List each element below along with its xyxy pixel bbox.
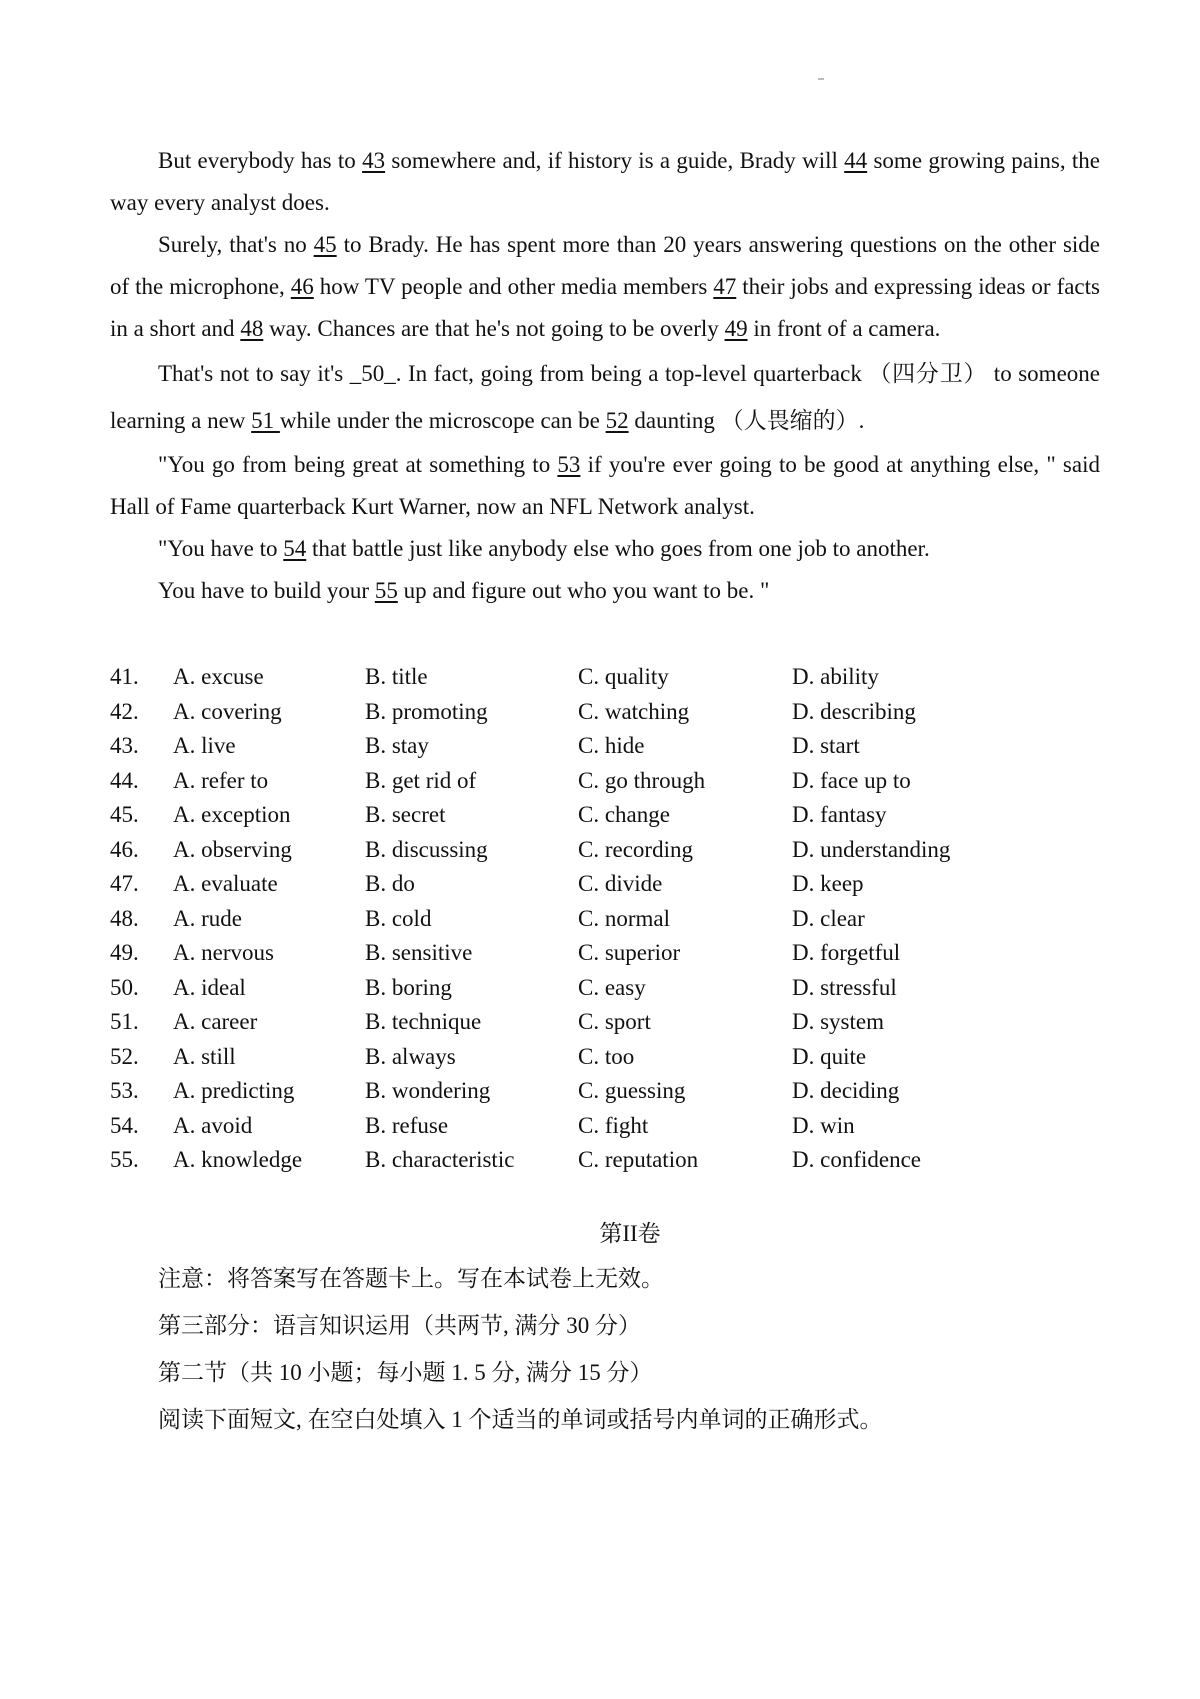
option-c: C. too (578, 1043, 635, 1069)
option-d: D. clear (792, 905, 865, 931)
option-a: A. ideal (173, 974, 246, 1000)
question-number: 53. (110, 1078, 139, 1103)
option-b: B. sensitive (365, 940, 473, 965)
option-c: C. reputation (578, 1147, 699, 1172)
scan-mark (818, 78, 824, 80)
option-c: C. hide (578, 733, 645, 758)
question-number: 49. (110, 940, 139, 965)
cloze-passage (110, 140, 1100, 612)
option-c: C. superior (578, 940, 681, 965)
blank-45: 45 (313, 232, 337, 257)
option-row (110, 1143, 1100, 1178)
blank-55: 55 (374, 578, 398, 603)
option-b: B. always (365, 1043, 456, 1069)
passage-text: way. Chances are that he's not going to be overly (263, 316, 725, 341)
passage-text: up and figure out who you want to be. " (397, 578, 770, 603)
option-b: B. boring (365, 974, 452, 1000)
option-a: A. observing (173, 836, 292, 862)
option-row (110, 902, 1100, 937)
option-c: C. change (578, 802, 670, 827)
question-number: 41. (110, 664, 139, 689)
passage-text: how TV people and other media members (313, 274, 714, 299)
blank-47: 47 (713, 274, 737, 299)
blank-44: 44 (844, 148, 868, 173)
option-b: B. wondering (365, 1078, 491, 1103)
option-row (110, 695, 1100, 730)
option-row (110, 729, 1100, 764)
option-a: A. knowledge (173, 1147, 303, 1172)
option-row (110, 1109, 1100, 1144)
passage-text: "You have to (158, 536, 284, 561)
question-number: 46. (110, 836, 139, 862)
option-a: A. avoid (173, 1112, 253, 1138)
option-b: B. technique (365, 1009, 482, 1034)
option-b: B. title (365, 664, 428, 689)
option-d: D. keep (792, 871, 864, 896)
blank-49: 49 (724, 316, 748, 341)
question-number: 51. (110, 1009, 139, 1034)
option-b: B. refuse (365, 1112, 449, 1138)
option-c: C. recording (578, 836, 693, 862)
option-b: B. promoting (365, 698, 488, 724)
passage-text: while under the microscope can be (279, 408, 606, 433)
option-b: B. secret (365, 802, 446, 827)
blank-53: 53 (557, 452, 581, 477)
option-b: B. characteristic (365, 1147, 515, 1172)
part-heading: 第三部分：语言知识运用（共两节, 满分 30 分） (158, 1313, 641, 1338)
option-a: A. exception (173, 802, 291, 827)
option-b: B. stay (365, 733, 429, 758)
blank-52: 52 (605, 408, 629, 433)
question-number: 48. (110, 905, 139, 931)
blank-54: 54 (283, 536, 307, 561)
option-b: B. discussing (365, 836, 488, 862)
question-number: 44. (110, 767, 139, 793)
option-b: B. cold (365, 905, 432, 931)
question-number: 45. (110, 802, 139, 827)
option-d: D. system (792, 1009, 884, 1034)
question-number: 52. (110, 1043, 139, 1069)
question-number: 54. (110, 1112, 139, 1138)
option-c: C. sport (578, 1009, 651, 1034)
section-notes (158, 1262, 1098, 1450)
passage-paragraph-5 (110, 528, 1100, 570)
answer-options (110, 660, 1100, 1178)
option-a: A. nervous (173, 940, 274, 965)
option-b: B. do (365, 871, 415, 896)
option-d: D. quite (792, 1043, 867, 1069)
option-d: D. forgetful (792, 940, 901, 965)
option-c: C. watching (578, 698, 690, 724)
option-a: A. excuse (173, 664, 264, 689)
option-c: C. quality (578, 664, 669, 689)
blank-51: 51 (251, 408, 280, 433)
option-row (110, 971, 1100, 1006)
blank-43: 43 (362, 148, 386, 173)
question-number: 42. (110, 698, 139, 724)
option-row (110, 1040, 1100, 1075)
option-a: A. covering (173, 698, 282, 724)
option-d: D. stressful (792, 974, 897, 1000)
subsection-heading: 第二节（共 10 小题；每小题 1. 5 分, 满分 15 分） (158, 1360, 653, 1385)
option-d: D. describing (792, 698, 916, 724)
option-d: D. understanding (792, 836, 951, 862)
option-c: C. guessing (578, 1078, 686, 1103)
passage-paragraph-2 (110, 224, 1100, 350)
option-d: D. win (792, 1112, 855, 1138)
option-row (110, 764, 1100, 799)
passage-text: That's not to say it's _50_. In fact, going from being a top-level quarterback （四分卫） to someone learning a new (110, 361, 1100, 433)
option-a: A. rude (173, 905, 242, 931)
passage-text: You have to build your (158, 578, 375, 603)
option-a: A. live (173, 733, 236, 758)
option-row (110, 660, 1100, 695)
passage-text: their jobs and expressing ideas or facts in a short and (110, 274, 1100, 341)
option-c: C. go through (578, 767, 706, 793)
option-c: C. divide (578, 871, 663, 896)
option-row (110, 1005, 1100, 1040)
option-c: C. fight (578, 1112, 649, 1138)
section-title: 第II卷 (599, 1221, 661, 1246)
passage-paragraph-4 (110, 444, 1100, 528)
passage-text: to Brady. He has spent more than 20 years answering questions on the other side of the microphone, (110, 232, 1101, 299)
question-number: 43. (110, 733, 139, 758)
option-row (110, 936, 1100, 971)
passage-text: if you're ever going to be good at anything else, " said Hall of Fame quarterback Kurt Warner, now an NFL Network analyst. (110, 452, 1100, 519)
passage-text: that battle just like anybody else who goes from one job to another. (306, 536, 930, 561)
passage-paragraph-1 (110, 140, 1100, 224)
option-d: D. deciding (792, 1078, 900, 1103)
option-b: B. get rid of (365, 767, 477, 793)
passage-text: "You go from being great at something to (158, 452, 558, 477)
option-row (110, 798, 1100, 833)
blank-48: 48 (240, 316, 264, 341)
option-row (110, 1074, 1100, 1109)
instruction-line: 阅读下面短文, 在空白处填入 1 个适当的单词或括号内单词的正确形式。 (158, 1407, 883, 1432)
option-d: D. fantasy (792, 802, 887, 827)
question-number: 47. (110, 871, 139, 896)
option-d: D. confidence (792, 1147, 921, 1172)
passage-paragraph-3 (110, 350, 1100, 444)
passage-text: But everybody has to (158, 148, 363, 173)
option-d: D. face up to (792, 767, 911, 793)
passage-paragraph-6 (110, 570, 1100, 612)
question-number: 50. (110, 974, 139, 1000)
option-row (110, 867, 1100, 902)
blank-46: 46 (290, 274, 314, 299)
option-a: A. career (173, 1009, 258, 1034)
option-c: C. easy (578, 974, 646, 1000)
option-a: A. still (173, 1043, 236, 1069)
note-line: 注意：将答案写在答题卡上。写在本试卷上无效。 (158, 1266, 664, 1291)
passage-text: in front of a camera. (747, 316, 941, 341)
passage-text: Surely, that's no (158, 232, 314, 257)
option-a: A. evaluate (173, 871, 278, 896)
passage-text: somewhere and, if history is a guide, Brady will (385, 148, 845, 173)
passage-text: daunting （人畏缩的）. (628, 408, 865, 433)
passage-text: some growing pains, the way every analyst does. (110, 148, 1101, 215)
option-row (110, 833, 1100, 868)
option-d: D. start (792, 733, 860, 758)
question-number: 55. (110, 1147, 139, 1172)
option-a: A. predicting (173, 1078, 295, 1103)
option-c: C. normal (578, 905, 670, 931)
option-a: A. refer to (173, 767, 269, 793)
option-d: D. ability (792, 664, 879, 689)
